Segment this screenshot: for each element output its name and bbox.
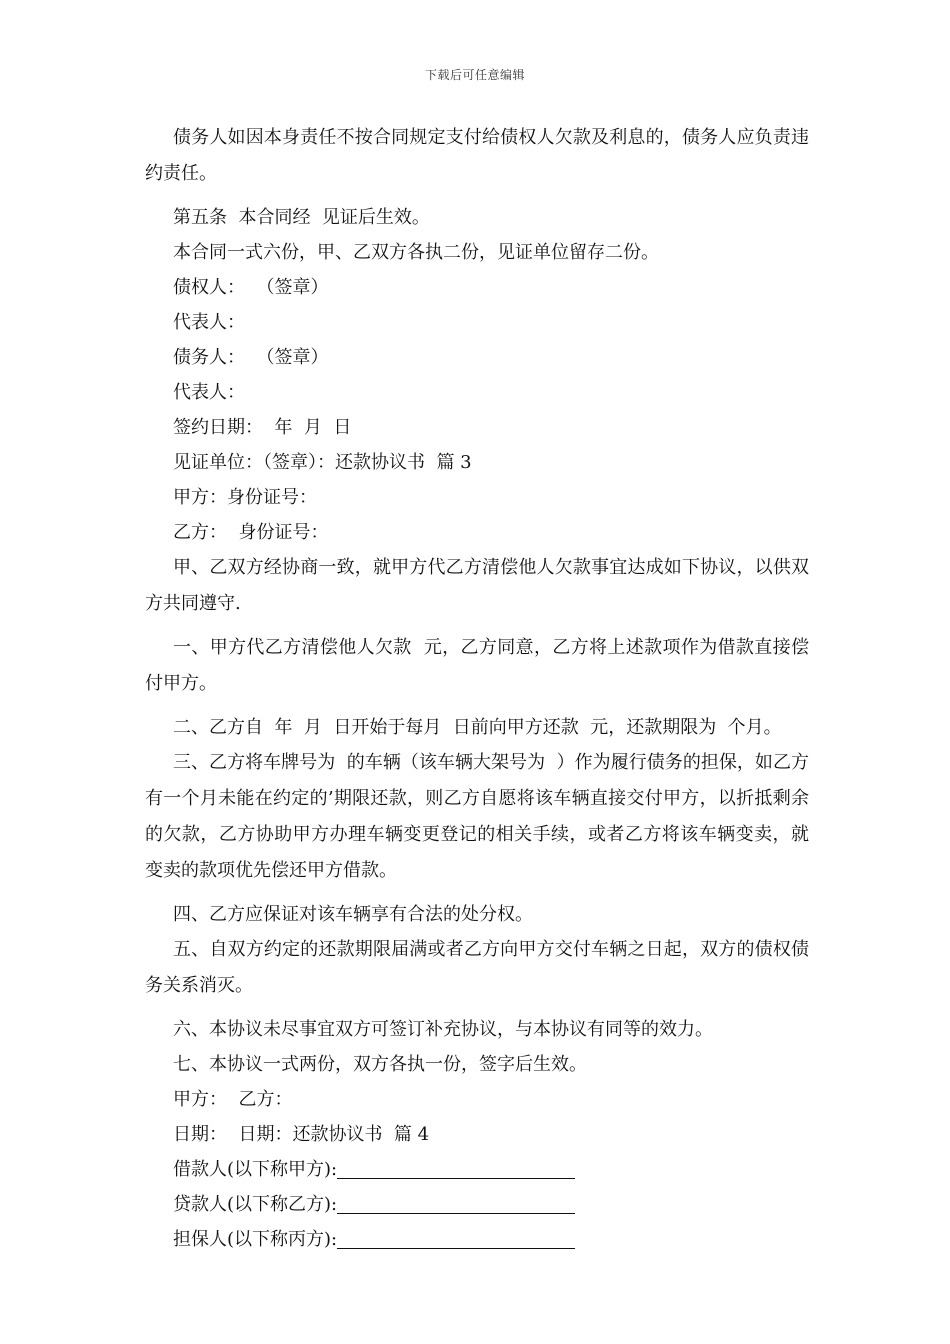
guarantor-label: 担保人(以下称丙方):: [173, 1229, 338, 1250]
paragraph-breach-liability: 债务人如因本身责任不按合同规定支付给债权人欠款及利息的，债务人应负责违约责任。: [145, 127, 809, 184]
paragraph-debtor-representative: 代表人：: [173, 382, 245, 403]
paragraph-signatures: 甲方： 乙方：: [173, 1089, 293, 1110]
borrower-line: [145, 1152, 809, 1187]
paragraph-clause-four: 四、乙方应保证对该车辆享有合法的处分权。: [173, 904, 533, 925]
paragraph-clause-six: 六、本协议未尽事宜双方可签订补充协议，与本协议有同等的效力。: [173, 1019, 713, 1040]
lender-label: 贷款人(以下称乙方):: [173, 1194, 338, 1215]
lender-blank: [337, 1191, 575, 1214]
paragraph-party-b-id: 乙方： 身份证号：: [173, 522, 329, 543]
paragraph-witness-unit: 见证单位：（签章）：还款协议书 篇 3: [173, 452, 472, 473]
paragraph-dates: 日期： 日期：还款协议书 篇 4: [173, 1124, 430, 1145]
page-header: 下载后可任意编辑: [424, 68, 525, 82]
borrower-label: 借款人(以下称甲方):: [173, 1159, 338, 1180]
paragraph-clause-seven: 七、本协议一式两份，双方各执一份，签字后生效。: [173, 1054, 587, 1075]
guarantor-line: [145, 1222, 809, 1257]
paragraph-agreement-intro: 甲、乙双方经协商一致，就甲方代乙方清偿他人欠款事宜达成如下协议，以供双方共同遵守.: [145, 557, 809, 614]
paragraph-debtor: 债务人： （签章）: [173, 347, 329, 368]
borrower-blank: [337, 1156, 575, 1179]
guarantor-blank: [337, 1226, 575, 1249]
paragraph-clause-one: 一、甲方代乙方清偿他人欠款 元，乙方同意，乙方将上述款项作为借款直接偿付甲方。: [145, 637, 809, 694]
paragraph-article-five: 第五条 本合同经 见证后生效。: [173, 207, 430, 228]
paragraph-copies: 本合同一式六份，甲、乙双方各执二份，见证单位留存二份。: [173, 242, 659, 263]
document-body: [145, 120, 809, 1257]
paragraph-party-a-id: 甲方：身份证号：: [173, 487, 317, 508]
paragraph-clause-five: 五、自双方约定的还款期限届满或者乙方向甲方交付车辆之日起，双方的债权债务关系消灭。: [145, 939, 809, 996]
paragraph-signing-date: 签约日期： 年 月 日: [173, 417, 352, 438]
paragraph-clause-two: 二、乙方自 年 月 日开始于每月 日前向甲方还款 元，还款期限为 个月。: [173, 717, 782, 738]
lender-line: [145, 1187, 809, 1222]
paragraph-clause-three: 三、乙方将车牌号为 的车辆（该车辆大架号为 ）作为履行债务的担保，如乙方有一个月未能在约定的’期限还款，则乙方自愿将该车辆直接交付甲方，以折抵剩余的欠款，乙方协助甲方办理车辆变更登记的相关手续，或者乙方将该车辆变卖，就变卖的款项优先偿还甲方借款。: [145, 752, 809, 881]
paragraph-creditor: 债权人： （签章）: [173, 277, 329, 298]
paragraph-creditor-representative: 代表人：: [173, 312, 245, 333]
